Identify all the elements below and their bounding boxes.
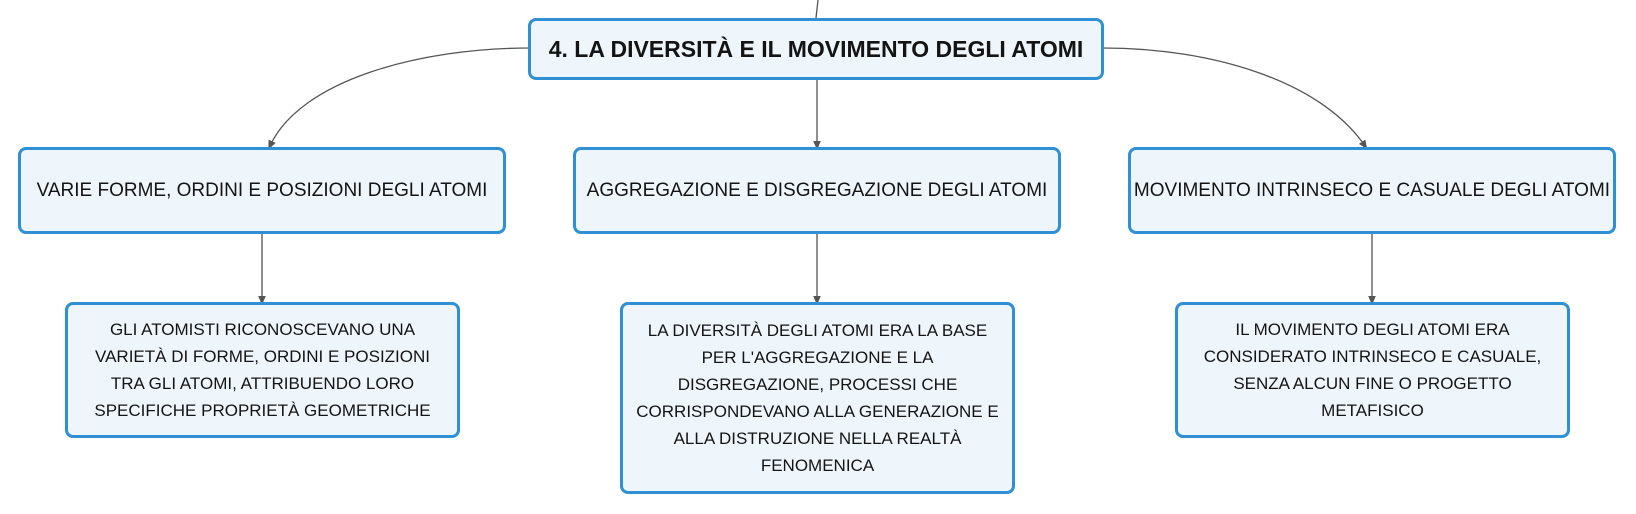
root-node-label: 4. LA DIVERSITÀ E IL MOVIMENTO DEGLI ATOMI: [548, 35, 1084, 62]
topic-node-label: VARIE FORME, ORDINI E POSIZIONI DEGLI ATOMI: [36, 179, 488, 201]
connector-root-to-topic-3: [1103, 48, 1365, 146]
detail-node-forme[interactable]: [65, 302, 460, 438]
topic-node-movimento[interactable]: [1128, 147, 1616, 234]
topic-node-aggregazione[interactable]: [573, 147, 1061, 234]
detail-node-text: IL MOVIMENTO DEGLI ATOMI ERA CONSIDERATO INTRINSECO E CASUALE, SENZA ALCUN FINE O PROGETTO METAFISICO: [1203, 320, 1542, 420]
root-node[interactable]: [528, 18, 1104, 80]
detail-node-movimento[interactable]: [1175, 302, 1570, 438]
topic-node-forme[interactable]: [18, 147, 506, 234]
connector-root-to-topic-1: [270, 48, 530, 146]
topic-node-label: AGGREGAZIONE E DISGREGAZIONE DEGLI ATOMI: [586, 179, 1048, 201]
detail-node-aggregazione[interactable]: [620, 302, 1015, 494]
detail-node-text: LA DIVERSITÀ DEGLI ATOMI ERA LA BASE PER L'AGGREGAZIONE E LA DISGREGAZIONE, PROCESSI CHE CORRISPONDEVANO ALLA GENERAZIONE E ALLA DISTRUZIONE NELLA REALTÀ FENOMENICA: [636, 321, 999, 475]
detail-node-text: GLI ATOMISTI RICONOSCEVANO UNA VARIETÀ DI FORME, ORDINI E POSIZIONI TRA GLI ATOMI, ATTRIBUENDO LORO SPECIFICHE PROPRIETÀ GEOMETRICHE: [94, 320, 431, 420]
topic-node-label: MOVIMENTO INTRINSECO E CASUALE DEGLI ATOMI: [1133, 179, 1611, 201]
connector-parent-to-root: [816, 0, 818, 18]
